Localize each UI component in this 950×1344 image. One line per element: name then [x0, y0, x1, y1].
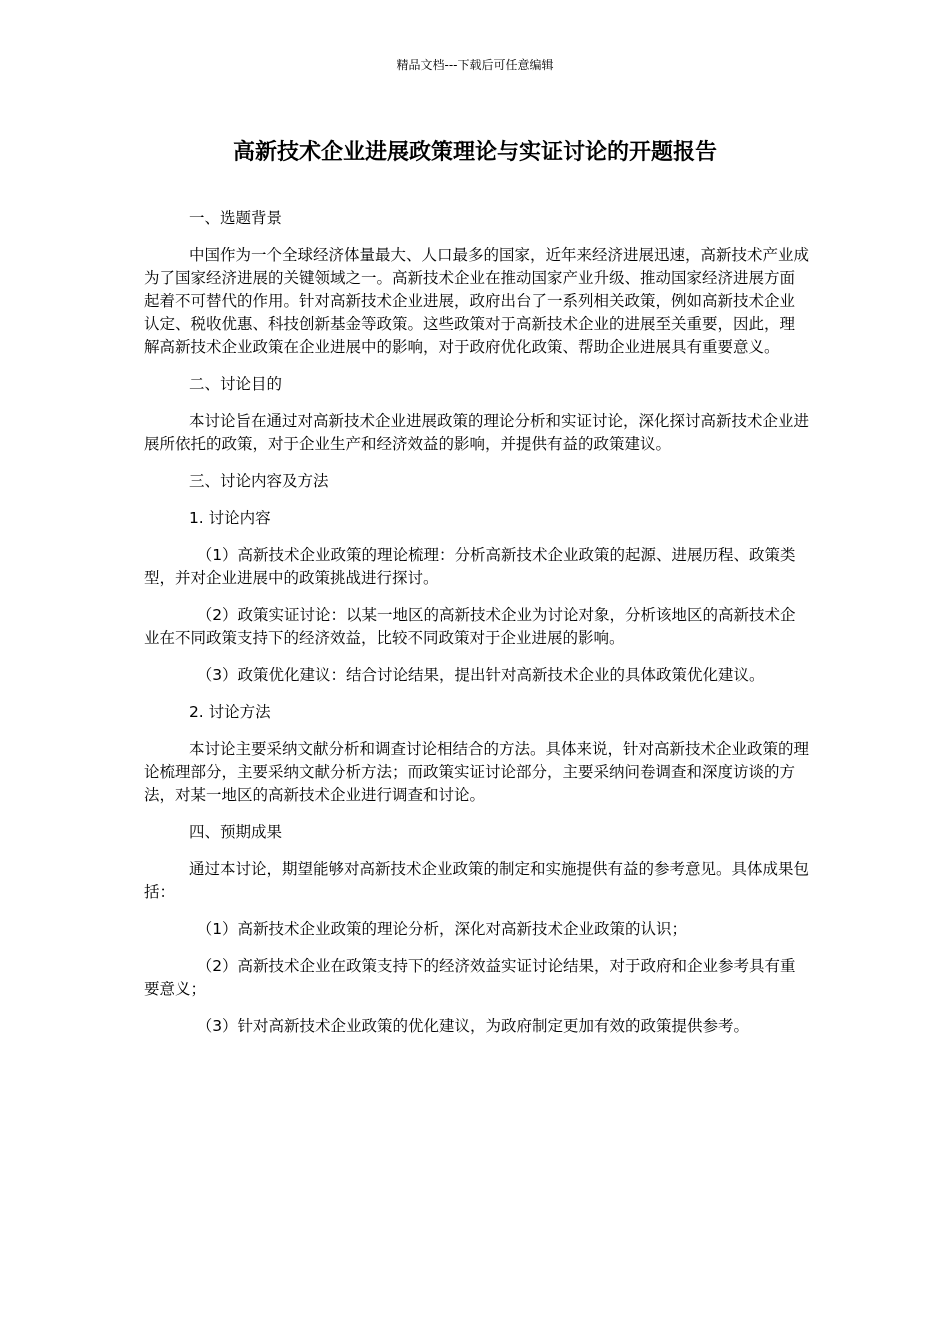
outcome-item: （1）高新技术企业政策的理论分析，深化对高新技术企业政策的认识；: [196, 920, 688, 938]
content-item: （3）政策优化建议：结合讨论结果，提出针对高新技术企业的具体政策优化建议。: [196, 666, 765, 684]
subheading-content: 1. 讨论内容: [188, 509, 271, 527]
outcome-item: （3）针对高新技术企业政策的优化建议，为政府制定更加有效的政策提供参考。: [196, 1017, 750, 1035]
outcomes-intro: 通过本讨论，期望能够对高新技术企业政策的制定和实施提供有益的参考意见。具体成果包括：: [144, 860, 809, 901]
background-paragraph: 中国作为一个全球经济体量最大、人口最多的国家，近年来经济进展迅速，高新技术产业成为了国家经济进展的关键领域之一。高新技术企业在推动国家产业升级、推动国家经济进展方面起着不可替代的作用。针对高新技术企业进展，政府出台了一系列相关政策，例如高新技术企业认定、税收优惠、科技创新基金等政策。这些政策对于高新技术企业的进展至关重要，因此，理解高新技术企业政策在企业进展中的影响，对于政府优化政策、帮助企业进展具有重要意义。: [144, 246, 809, 356]
purpose-paragraph: 本讨论旨在通过对高新技术企业进展政策的理论分析和实证讨论，深化探讨高新技术企业进展所依托的政策，对于企业生产和经济效益的影响，并提供有益的政策建议。: [144, 412, 809, 453]
content-item: （2）政策实证讨论：以某一地区的高新技术企业为讨论对象，分析该地区的高新技术企业在不同政策支持下的经济效益，比较不同政策对于企业进展的影响。: [144, 606, 796, 647]
document-title: 高新技术企业进展政策理论与实证讨论的开题报告: [232, 140, 717, 165]
outcome-item: （2）高新技术企业在政策支持下的经济效益实证讨论结果，对于政府和企业参考具有重要意义；: [144, 957, 796, 998]
content-item: （1）高新技术企业政策的理论梳理：分析高新技术企业政策的起源、进展历程、政策类型，并对企业进展中的政策挑战进行探讨。: [144, 546, 796, 587]
section-heading-content-methods: 三、讨论内容及方法: [188, 472, 329, 490]
section-heading-purpose: 二、讨论目的: [188, 375, 282, 393]
section-heading-background: 一、选题背景: [188, 209, 282, 227]
subheading-methods: 2. 讨论方法: [188, 703, 271, 721]
document-body: [144, 207, 810, 1052]
page-header-note: 精品文档---下载后可任意编辑: [396, 58, 554, 72]
methods-paragraph: 本讨论主要采纳文献分析和调查讨论相结合的方法。具体来说，针对高新技术企业政策的理论梳理部分，主要采纳文献分析方法；而政策实证讨论部分，主要采纳问卷调查和深度访谈的方法，对某一地区的高新技术企业进行调查和讨论。: [144, 740, 809, 804]
section-heading-outcomes: 四、预期成果: [188, 823, 282, 841]
